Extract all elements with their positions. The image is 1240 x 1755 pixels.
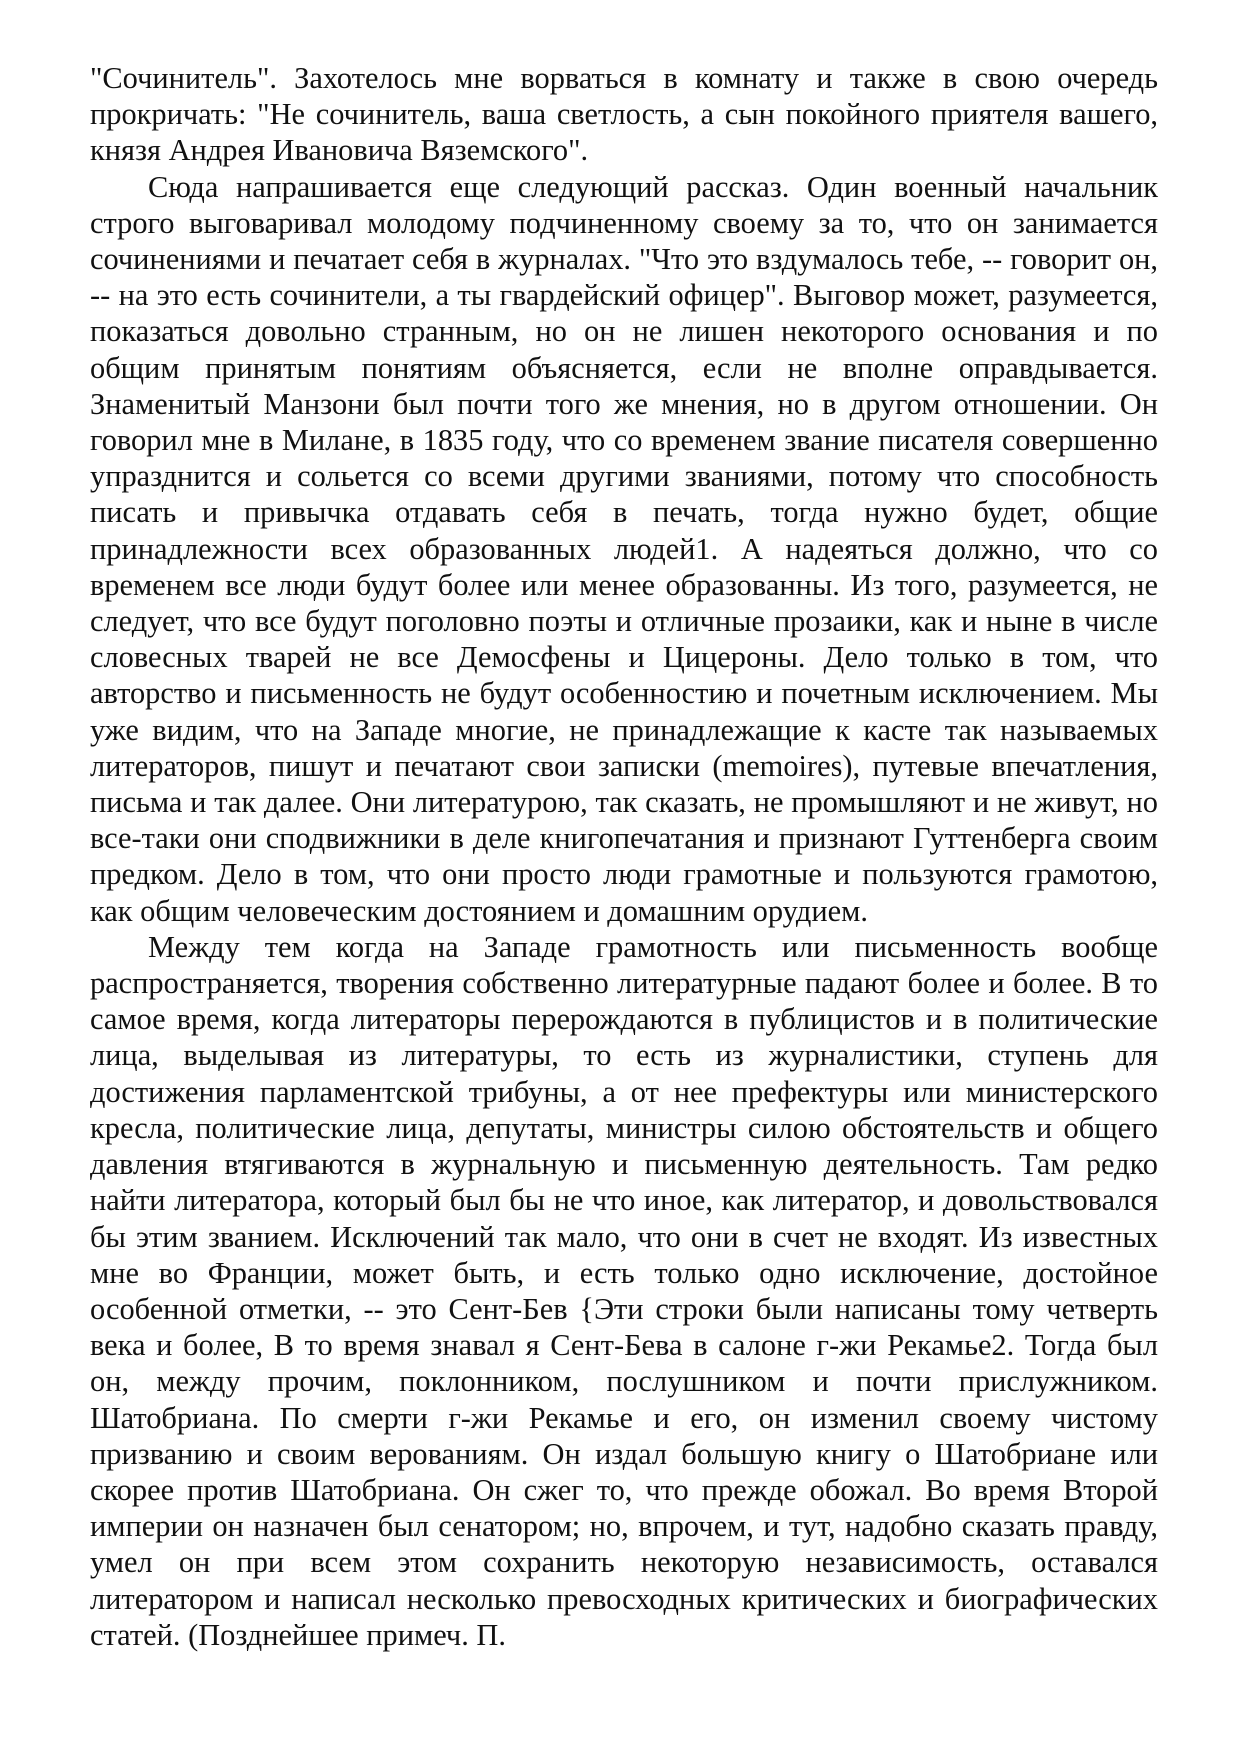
paragraph-3: Между тем когда на Западе грамотность или письменность вообще распространяется, творения собственно литературные падают более и более. В то самое время, когда литераторы перерождаются в публицистов и в политические лица, выделывая из литературы, то есть из журналистики, ступень для достижения парламентской трибуны, а от нее префектуры или министерского кресла, политические лица, депутаты, министры силою обстоятельств и общего давления втягиваются в журнальную и письменную деятельность. Там редко найти литератора, который был бы не что иное, как литератор, и довольствовался бы этим званием. Исключений так мало, что они в счет не входят. Из известных мне во Франции, может быть, и есть только одно исключение, достойное особенной отметки, -- это Сент-Бев {Эти строки были написаны тому четверть века и более, В то время знавал я Сент-Бева в салоне г-жи Рекамье2. Тогда был он, между прочим, поклонником, послушником и почти прислужником. Шатобриана. По смерти г-жи Рекамье и его, он изменил своему чистому призванию и своим верованиям. Он издал большую книгу о Шатобриане или скорее против Шатобриана. Он сжег то, что прежде обожал. Во время Второй империи он назначен был сенатором; но, впрочем, и тут, надобно сказать правду, умел он при всем этом сохранить некоторую независимость, оставался литератором и написал несколько превосходных критических и биографических статей. (Позднейшее примеч. П. [90,929,1158,1652]
paragraph-2: Сюда напрашивается еще следующий рассказ. Один военный начальник строго выговаривал молодому подчиненному своему за то, что он занимается сочинениями и печатает себя в журналах. "Что это вздумалось тебе, -- говорит он, -- на это есть сочинители, а ты гвардейский офицер". Выговор может, разумеется, показаться довольно странным, но он не лишен некоторого основания и по общим принятым понятиям объясняется, если не вполне оправдывается. Знаменитый Манзони был почти того же мнения, но в другом отношении. Он говорил мне в Милане, в 1835 году, что со временем звание писателя совершенно упразднится и сольется со всеми другими званиями, потому что способность писать и привычка отдавать себя в печать, тогда нужно будет, общие принадлежности всех образованных людей1. А надеяться должно, что со временем все люди будут более или менее образованны. Из того, разумеется, не следует, что все будут поголовно поэты и отличные прозаики, как и ныне в числе словесных тварей не все Демосфены и Цицероны. Дело только в том, что авторство и письменность не будут особенностию и почетным исключением. Мы уже видим, что на Западе многие, не принадлежащие к касте так называемых литераторов, пишут и печатают свои записки (memoires), путевые впечатления, письма и так далее. Они литературою, так сказать, не промышляют и не живут, но все-таки они сподвижники в деле книгопечатания и признают Гуттенберга своим предком. Дело в том, что они просто люди грамотные и пользуются грамотою, как общим человеческим достоянием и домашним орудием. [90,169,1158,928]
paragraph-1: "Сочинитель". Захотелось мне ворваться в комнату и также в свою очередь прокричать: "Не сочинитель, ваша светлость, а сын покойного приятеля вашего, князя Андрея Ивановича Вяземского". [90,61,1158,168]
document-page [90,60,1158,1653]
